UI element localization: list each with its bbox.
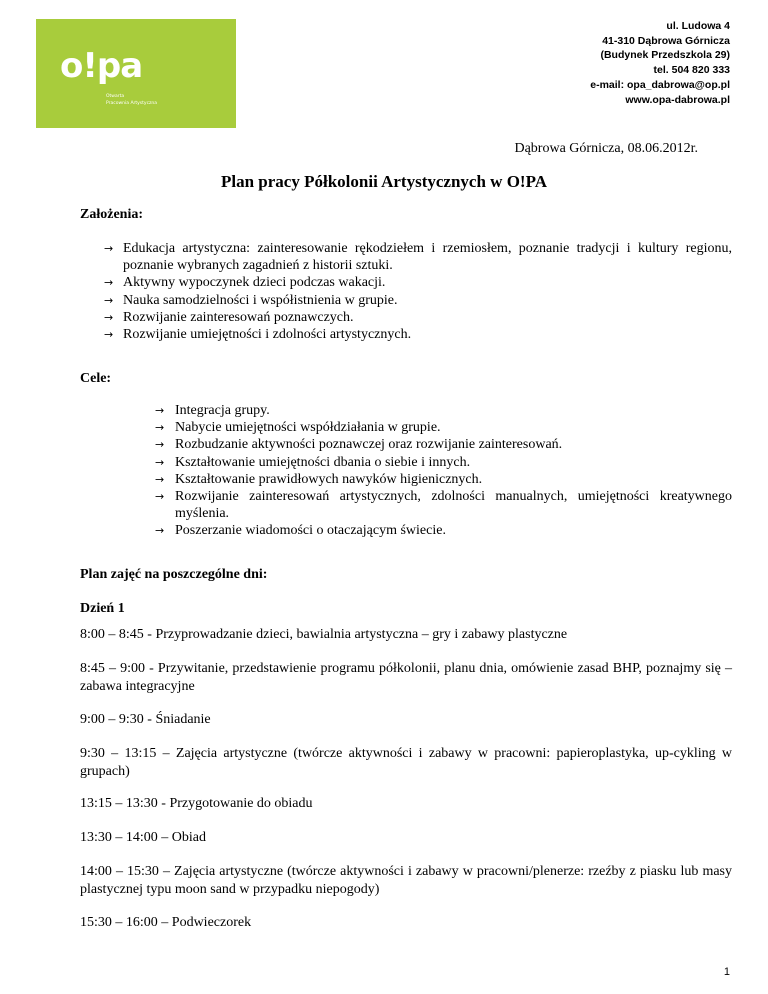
address-street: ul. Ludowa 4	[666, 20, 730, 32]
day-heading: Dzień 1	[80, 601, 125, 616]
list-item	[155, 522, 732, 539]
schedule-entry: 8:00 – 8:45 - Przyprowadzanie dzieci, bawialnia artystyczna – gry i zabawy plastyczne	[80, 627, 568, 642]
list-item-text: Rozwijanie umiejętności i zdolności artystycznych.	[123, 327, 412, 343]
list-item	[155, 471, 732, 488]
list-item-text: Integracja grupy.	[175, 403, 270, 418]
cele-heading: Cele:	[80, 371, 112, 386]
list-item	[155, 436, 732, 453]
list-item-text: Nauka samodzielności i współistnienia w grupie.	[123, 292, 398, 308]
list-item-text: Poszerzanie wiadomości o otaczającym świecie.	[175, 523, 446, 539]
list-item	[104, 240, 732, 274]
address-block	[590, 19, 730, 107]
address-website: www.opa-dabrowa.pl	[625, 93, 730, 106]
arrow-icon: →	[155, 455, 165, 469]
arrow-icon: →	[155, 438, 165, 452]
schedule-entry: 13:15 – 13:30 - Przygotowanie do obiadu	[80, 796, 313, 811]
arrow-icon: →	[104, 328, 114, 342]
schedule-entry: 9:30 – 13:15 – Zajęcia artystyczne (twórcze aktywności i zabawy w pracowni: papieroplastyka, up-cykling w grupach)	[80, 746, 732, 779]
arrow-icon: →	[155, 421, 165, 435]
logo-subtitle-line1: Otwarta	[106, 94, 125, 99]
plan-heading: Plan zajęć na poszczególne dni:	[80, 567, 268, 582]
zalozenia-heading: Założenia:	[80, 207, 143, 222]
schedule-entry: 15:30 – 16:00 – Podwieczorek	[80, 915, 252, 930]
page-number: 1	[723, 966, 730, 978]
document-date: Dąbrowa Górnicza, 08.06.2012r.	[514, 141, 698, 156]
address-building: (Budynek Przedszkola 29)	[600, 49, 730, 62]
list-item	[104, 326, 732, 343]
logo-subtitle	[106, 93, 157, 107]
arrow-icon: →	[155, 472, 165, 486]
cele-list	[155, 402, 732, 540]
list-item	[155, 419, 732, 436]
list-item-text: Edukacja artystyczna: zainteresowanie rękodziełem i rzemiosłem, poznanie tradycji i kultury regionu, poznanie wybranych zagadnień z historii sztuki.	[123, 241, 732, 274]
logo	[36, 19, 236, 128]
list-item-text: Rozbudzanie aktywności poznawczej oraz rozwijanie zainteresowań.	[175, 437, 563, 453]
list-item	[104, 274, 732, 291]
list-item-text: Aktywny wypoczynek dzieci podczas wakacji.	[123, 275, 386, 291]
list-item	[104, 292, 732, 309]
address-phone: tel. 504 820 333	[653, 64, 730, 77]
arrow-icon: →	[104, 310, 114, 324]
logo-subtitle-line2: Pracownia Artystyczna	[106, 101, 158, 106]
arrow-icon: →	[155, 524, 165, 538]
list-item-text: Nabycie umiejętności współdziałania w grupie.	[175, 420, 441, 436]
list-item-text: Kształtowanie prawidłowych nawyków higienicznych.	[175, 471, 483, 487]
arrow-icon: →	[155, 490, 165, 504]
list-item	[155, 454, 732, 471]
list-item-text: Rozwijanie zainteresowań artystycznych, zdolności manualnych, umiejętności kreatywnego myślenia.	[175, 489, 732, 522]
address-email: e-mail: opa_dabrowa@op.pl	[590, 78, 730, 91]
address-city: 41-310 Dąbrowa Górnicza	[602, 34, 730, 47]
arrow-icon: →	[104, 242, 114, 255]
list-item	[155, 488, 732, 522]
list-item	[104, 309, 732, 326]
arrow-icon: →	[104, 293, 114, 307]
list-item-text: Kształtowanie umiejętności dbania o siebie i innych.	[175, 454, 471, 470]
list-item	[155, 402, 732, 419]
arrow-icon: →	[104, 276, 114, 290]
logo-mark: o!pa	[60, 46, 143, 86]
list-item-text: Rozwijanie zainteresowań poznawczych.	[123, 309, 354, 325]
schedule-entry: 8:45 – 9:00 - Przywitanie, przedstawienie programu półkolonii, planu dnia, omówienie zasad BHP, poznajmy się – zabawa integracyjne	[80, 661, 732, 694]
arrow-icon: →	[155, 404, 165, 417]
schedule-entry: 14:00 – 15:30 – Zajęcia artystyczne (twórcze aktywności i zabawy w pracowni/plenerze: rzeźby z piasku lub masy plastycznej typu moon sand w przypadku niepogody)	[80, 864, 732, 897]
document-title: Plan pracy Półkolonii Artystycznych w O!PA	[221, 172, 547, 191]
zalozenia-list	[104, 240, 732, 343]
schedule-entry: 9:00 – 9:30 - Śniadanie	[80, 712, 211, 727]
schedule-entry: 13:30 – 14:00 – Obiad	[80, 830, 206, 845]
